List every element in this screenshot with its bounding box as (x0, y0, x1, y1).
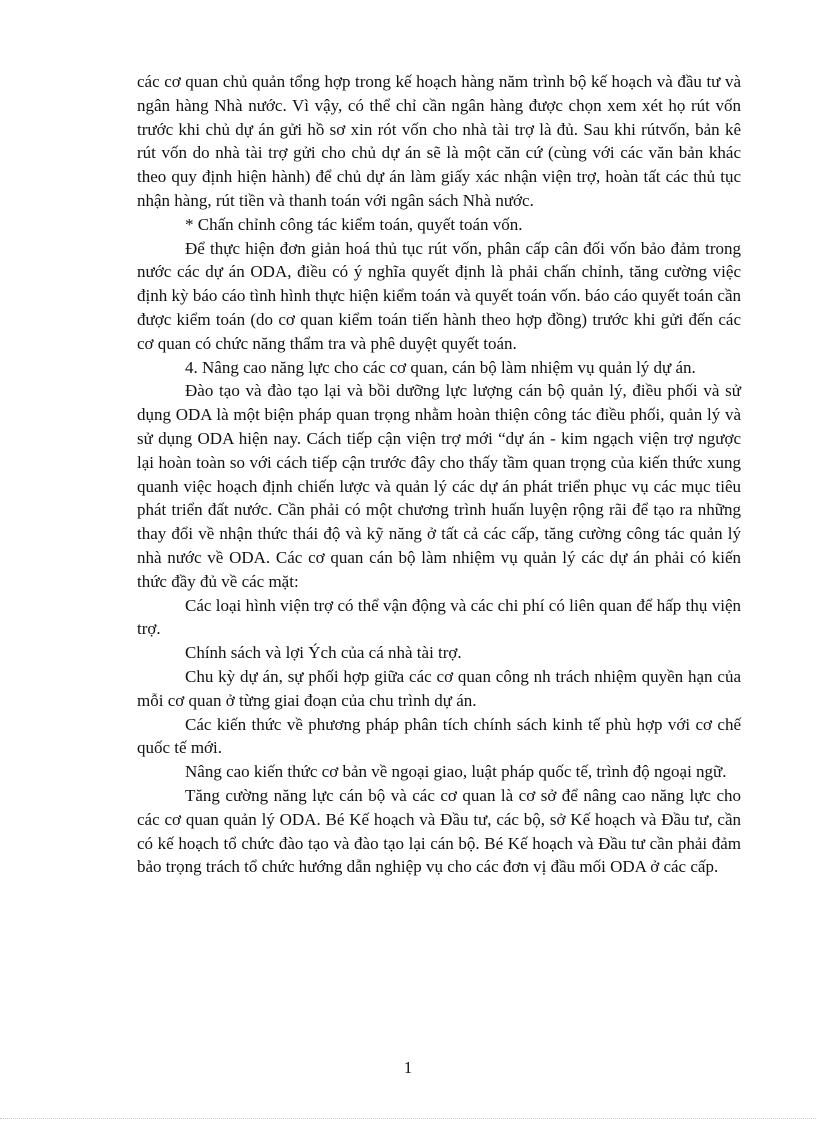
paragraph-training: Đào tạo và đào tạo lại và bồi dưỡng lực lượng cán bộ quản lý, điều phối và sử dụng ODA là một biện pháp quan trọng nhằm hoàn thiện công tác điều phối, quản lý và sử dụng ODA hiện nay. Cách tiếp cận viện trợ mới “dự án - kim ngạch viện trợ ngược lại hoàn toàn so với cách tiếp cận trước đây cho thấy tầm quan trọng của kiến thức xung quanh việc hoạch định chiến lược và quản lý các dự án phát triển phục vụ các mục tiêu phát triển đất nước. Cần phải có một chương trình huấn luyện rộng rãi để tạo ra những thay đổi về nhận thức thái độ và kỹ năng ở tất cả các cấp, tăng cường công tác quản lý nhà nước về ODA. Các cơ quan cán bộ làm nhiệm vụ quản lý các dự án phải có kiến thức đầy đủ về các mặt: (137, 381, 741, 591)
paragraph-policy-analysis: Các kiến thức về phương pháp phân tích chính sách kinh tế phù hợp với cơ chế quốc tế mới. (137, 714, 741, 758)
paragraph-continuation: các cơ quan chủ quản tổng hợp trong kế hoạch hàng năm trình bộ kế hoạch và đầu tư và ngân hàng Nhà nước. Vì vậy, có thể chỉ cần ngân hàng được chọn xem xét họ rút vốn trước khi chủ dự án gửi hồ sơ xin rót vốn cho nhà tài trợ là đủ. Sau khi rútvốn, bản kê rút vốn do nhà tài trợ gửi cho chủ dự án sẽ là một căn cứ (cùng với các văn bản khác theo quy định hiện hành) để chủ dự án làm giấy xác nhận viện trợ, hoàn tất các thủ tục nhận hàng, rút tiền và thanh toán với ngân sách Nhà nước. (137, 72, 741, 210)
paragraph-diplomacy-knowledge: Nâng cao kiến thức cơ bản về ngoại giao, luật pháp quốc tế, trình độ ngoại ngữ. (185, 762, 727, 782)
paragraph-capacity-building: Tăng cường năng lực cán bộ và các cơ quan là cơ sở để nâng cao năng lực cho các cơ quan quản lý ODA. Bé Kế hoạch và Đầu tư, các bộ, sở Kế hoạch và Đầu tư, cần có kế hoạch tổ chức đào tạo và đào tạo lại cán bộ. Bé Kế hoạch và Đầu tư cần phải đảm bảo trọng trách tổ chức hướng dẫn nghiệp vụ cho các đơn vị đầu mối ODA ở các cấp. (137, 785, 741, 877)
paragraph-subheading-audit: * Chấn chỉnh công tác kiểm toán, quyết toán vốn. (185, 214, 523, 234)
paragraph-donor-policy: Chính sách và lợi Ých của cá nhà tài trợ. (185, 643, 462, 663)
page-number: 1 (403, 1058, 413, 1077)
section-heading-capacity: 4. Nâng cao năng lực cho các cơ quan, cán bộ làm nhiệm vụ quản lý dự án. (185, 357, 696, 377)
paragraph-aid-types: Các loại hình viện trợ có thể vận động và các chi phí có liên quan để hấp thụ viện trợ. (137, 595, 741, 639)
paragraph-project-cycle: Chu kỳ dự án, sự phối hợp giữa các cơ quan công nh trách nhiệm quyền hạn của mỗi cơ quan ở từng giai đoạn của chu trình dự án. (137, 666, 741, 710)
document-body (137, 70, 741, 879)
paragraph-audit-settlement: Để thực hiện đơn giản hoá thủ tục rút vốn, phân cấp cân đối vốn bảo đảm trong nước các dự án ODA, điều có ý nghĩa quyết định là phải chấn chỉnh, tăng cường việc định kỳ báo cáo tình hình thực hiện kiểm toán và quyết toán vốn. báo cáo quyết toán cần được kiểm toán (do cơ quan kiểm toán tiến hành theo hợp đồng) trước khi gửi đến các cơ quan có chức năng thẩm tra và phê duyệt quyết toán. (137, 238, 741, 353)
page-bottom-edge (0, 1118, 816, 1119)
